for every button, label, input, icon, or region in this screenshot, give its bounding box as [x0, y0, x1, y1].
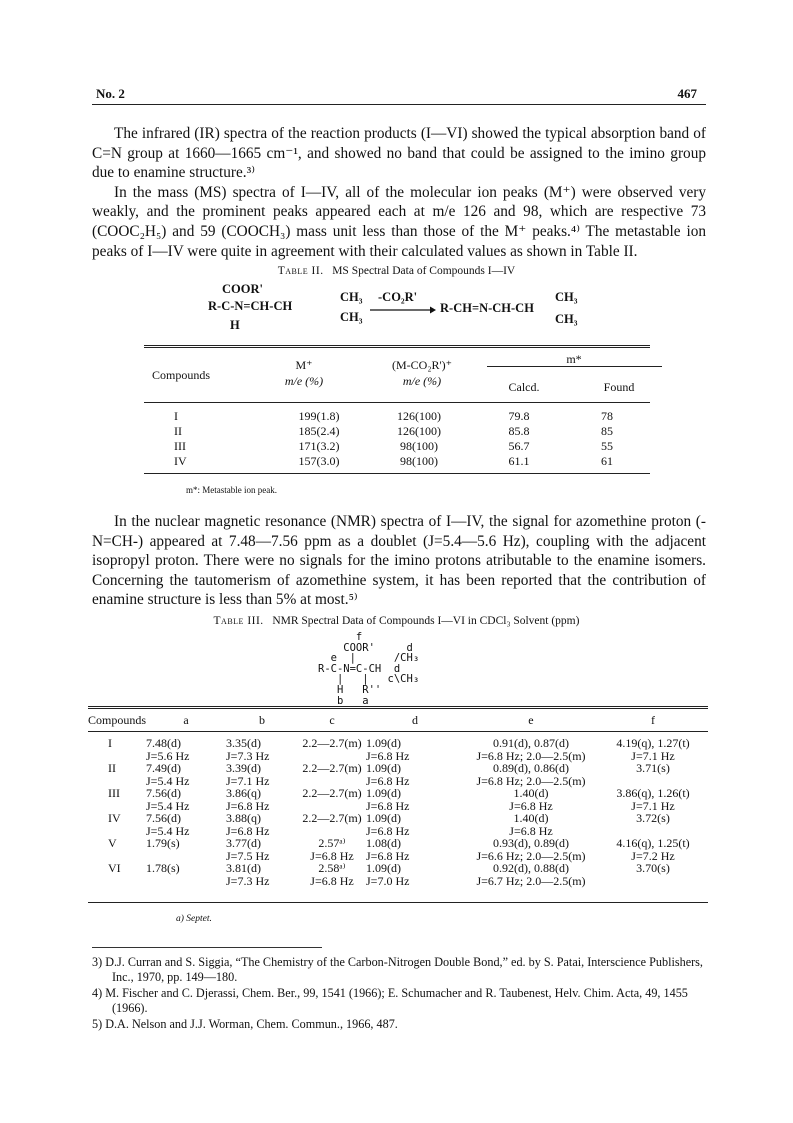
t3-compound-cell: [88, 750, 146, 763]
t3-cell-e: 0.91(d), 0.87(d): [493, 736, 569, 750]
t3-compound-cell: II: [108, 761, 116, 775]
journal-number: No. 2: [96, 86, 125, 101]
t3-cell-e: 0.89(d), 0.86(d): [493, 761, 569, 775]
table2-header: [144, 354, 650, 396]
reaction-arrow-icon: [370, 305, 436, 315]
table-row: [88, 812, 708, 825]
table3-top-rule: [88, 706, 708, 709]
t3-cell-f: 3.71(s): [636, 761, 670, 775]
t3-header-cell: e: [528, 713, 534, 727]
footnote-4: 4) M. Fischer and C. Djerassi, Chem. Ber., 99, 1541 (1966); E. Schumacher and R. Taubenest, Helv. Chim. Acta, 49, 1455 (1966).: [92, 986, 688, 1015]
t3-cell-a: [146, 875, 226, 888]
t3-cell-b: J=7.3 Hz: [226, 873, 270, 888]
scheme-left-formula: R-C-N=CH-CH: [208, 299, 293, 313]
scheme-ch3-top-left: CH₃: [340, 290, 363, 304]
table2-bottom-rule: [144, 473, 650, 474]
table2-header-mplus: M⁺: [295, 358, 313, 372]
table-row: [88, 837, 708, 850]
footnote-rule: [92, 947, 322, 948]
t3-cell-e: 1.40(d): [513, 786, 549, 800]
t3-header-cell: c: [329, 713, 335, 727]
t3-header-cell: d: [411, 713, 418, 727]
t3-cell-f: 4.19(q), 1.27(t): [616, 736, 690, 750]
table-row: [88, 762, 708, 775]
t3-cell-b: J=6.8 Hz: [226, 823, 270, 838]
t3-compound-cell: I: [108, 736, 112, 750]
table3-title: NMR Spectral Data of Compounds I—VI in CDCl₃ Solvent (ppm): [272, 615, 580, 627]
t3-header-cell: b: [258, 713, 265, 727]
t2-cell: 56.7: [508, 439, 530, 453]
table-row: [144, 439, 650, 454]
structure-line: b a: [318, 694, 369, 707]
table2-mid-rule: [144, 402, 650, 403]
t3-cell-f: 3.70(s): [636, 861, 670, 875]
table-row: [144, 424, 650, 439]
t3-cell-b: 3.88(q): [226, 811, 261, 825]
structure-line: | | c\CH₃: [318, 673, 420, 686]
t3-cell-e: J=6.7 Hz; 2.0—2.5(m): [476, 873, 586, 888]
t3-cell-e: J=6.8 Hz; 2.0—2.5(m): [476, 773, 586, 788]
scheme-ch3-top-right: CH₃: [555, 290, 578, 304]
t3-cell-d: J=6.8 Hz: [366, 798, 410, 813]
t3-cell-d: J=7.0 Hz: [366, 873, 410, 888]
t3-cell-a: 1.79(s): [146, 836, 180, 850]
structure-line: COOR' d: [318, 641, 413, 654]
t3-compound-cell: [88, 825, 146, 838]
t3-cell-b: 3.81(d): [226, 861, 261, 875]
t2-cell: 157(3.0): [298, 454, 340, 468]
table2-footnote: m*: Metastable ion peak.: [186, 485, 277, 495]
t3-cell-e: 1.40(d): [513, 811, 549, 825]
t3-cell-e: 0.92(d), 0.88(d): [493, 861, 569, 875]
table3-mid-rule: [88, 731, 708, 732]
table2-label: Table II.: [277, 265, 324, 277]
t2-cell: 85.8: [508, 424, 530, 438]
table-row: [144, 409, 650, 424]
t3-header-cell: f: [650, 713, 655, 727]
table3-bottom-rule: [88, 902, 708, 903]
t3-cell-d: 1.09(d): [366, 736, 401, 750]
footnote-3: 3) D.J. Curran and S. Siggia, “The Chemistry of the Carbon-Nitrogen Double Bond,” ed. by S. Patai, Interscience Publishers, Inc., 1970, pp. 149—180.: [92, 955, 703, 984]
t3-cell-d: J=6.8 Hz: [366, 748, 410, 763]
t3-cell-c: J=6.8 Hz: [310, 848, 354, 863]
table3-structure: [318, 632, 419, 706]
t3-header-cell: Compounds: [88, 713, 147, 727]
t2-cell: 85: [601, 424, 613, 438]
scheme-ch3-bottom-right: CH₃: [555, 312, 578, 326]
t3-cell-e: J=6.6 Hz; 2.0—2.5(m): [476, 848, 586, 863]
table-row: [88, 737, 708, 750]
t3-cell-b: J=6.8 Hz: [226, 798, 270, 813]
t2-cell: 199(1.8): [298, 409, 340, 423]
footnote-5: 5) D.A. Nelson and J.J. Worman, Chem. Commun., 1966, 487.: [92, 1017, 398, 1031]
table-row: [88, 787, 708, 800]
t2-cell: 61: [601, 454, 613, 468]
footnotes: [92, 955, 706, 1033]
t3-compound-cell: VI: [108, 861, 121, 875]
table3-body: [88, 737, 708, 887]
t3-cell-a: 7.56(d): [146, 786, 181, 800]
structure-line: H R'': [318, 683, 382, 696]
t3-cell-c: 2.2—2.7(m): [302, 736, 362, 750]
t3-cell-c: 2.58ᵃ⁾: [318, 861, 346, 875]
t3-cell-f: 3.86(q), 1.26(t): [616, 786, 690, 800]
t3-cell-a: 1.78(s): [146, 861, 180, 875]
table3-caption: [0, 615, 793, 627]
table2-header-mstar: m*: [566, 352, 582, 366]
t3-cell-d: 1.09(d): [366, 861, 401, 875]
t3-cell-a: J=5.4 Hz: [146, 798, 190, 813]
table3-footnote: a) Septet.: [176, 914, 212, 924]
t3-cell-c: 2.2—2.7(m): [302, 811, 362, 825]
body-text-nmr: [92, 512, 706, 610]
body-text-top: [92, 124, 706, 261]
t3-cell-f: J=7.1 Hz: [631, 748, 675, 763]
t3-cell-b: J=7.1 Hz: [226, 773, 270, 788]
page-number: 467: [677, 86, 697, 101]
scheme-ch3-bottom-left: CH₃: [340, 310, 363, 324]
table2-header-mminus: (M-CO₂R')⁺: [391, 358, 452, 372]
t3-compound-cell: V: [108, 836, 117, 850]
table3-header: [88, 714, 708, 727]
paragraph-ir: The infrared (IR) spectra of the reaction products (I—VI) showed the typical absorption band of C=N group at 1660—1665 cm⁻¹, and showed no band that could be assigned to the imino group due to enamine structure.³⁾: [92, 125, 706, 182]
t3-cell-f: 4.16(q), 1.25(t): [616, 836, 690, 850]
t3-compound-cell: IV: [108, 811, 121, 825]
t3-cell-a: 7.48(d): [146, 736, 181, 750]
t2-cell: 55: [601, 439, 613, 453]
scheme-arrow-label: -CO₂R': [378, 290, 418, 304]
t2-cell: 78: [601, 409, 613, 423]
t3-cell-e: J=6.8 Hz: [509, 798, 553, 813]
t3-cell-a: J=5.4 Hz: [146, 773, 190, 788]
t3-cell-c: 2.2—2.7(m): [302, 786, 362, 800]
t3-cell-b: J=7.3 Hz: [226, 748, 270, 763]
t3-cell-f: 3.72(s): [636, 811, 670, 825]
t3-cell-c: 2.2—2.7(m): [302, 761, 362, 775]
table2-header-calcd: Calcd.: [508, 380, 540, 394]
t3-cell-b: 3.35(d): [226, 736, 261, 750]
t3-cell-b: 3.39(d): [226, 761, 261, 775]
t2-cell: II: [174, 424, 182, 438]
table2-mstar-brace: [487, 366, 662, 367]
structure-line: f: [318, 631, 363, 643]
t3-cell-e: J=6.8 Hz: [509, 823, 553, 838]
table3-header-row: [88, 714, 708, 727]
t2-cell: 126(100): [397, 424, 441, 438]
t2-cell: III: [174, 439, 186, 453]
table2-header-mminus-unit: m/e (%): [402, 374, 442, 388]
t3-cell-a: 7.56(d): [146, 811, 181, 825]
t3-cell-d: 1.09(d): [366, 761, 401, 775]
t3-cell-c: J=6.8 Hz: [310, 873, 354, 888]
paragraph-ms: In the mass (MS) spectra of I—IV, all of the molecular ion peaks (M⁺) were observed very weakly, and the prominent peaks appeared each at m/e 126 and 98, which are respective 73 (COOC₂H₅) and 59 (COOCH₃) mass unit less than those of the M⁺ peaks.⁴⁾ The metastable ion peaks of I—IV were quite in agreement with their calculated values as shown in Table II.: [92, 183, 706, 260]
table2-top-rule: [144, 345, 650, 348]
t3-cell-d: J=6.8 Hz: [366, 848, 410, 863]
header-rule: [92, 104, 706, 105]
t3-compound-cell: [88, 875, 146, 888]
t3-cell-b: 3.86(q): [226, 786, 261, 800]
table2-title: MS Spectral Data of Compounds I—IV: [332, 265, 516, 277]
t3-cell-f: J=7.2 Hz: [631, 848, 675, 863]
table-row: [88, 875, 708, 888]
t2-cell: 79.8: [508, 409, 530, 423]
t2-cell: I: [174, 409, 178, 423]
t2-cell: 185(2.4): [298, 424, 340, 438]
table3-label: Table III.: [213, 615, 264, 627]
t3-cell-a: J=5.6 Hz: [146, 748, 190, 763]
t3-header-cell: a: [183, 713, 189, 727]
t3-cell-d: J=6.8 Hz: [366, 773, 410, 788]
t3-cell-a: J=5.4 Hz: [146, 823, 190, 838]
t3-cell-a: 7.49(d): [146, 761, 181, 775]
scheme-right-formula: R-CH=N-CH-CH: [440, 301, 534, 315]
t2-cell: 126(100): [397, 409, 441, 423]
t3-cell-e: J=6.8 Hz; 2.0—2.5(m): [476, 748, 586, 763]
t2-cell: IV: [174, 454, 187, 468]
t2-cell: 98(100): [400, 454, 438, 468]
paragraph-nmr: In the nuclear magnetic resonance (NMR) spectra of I—IV, the signal for azomethine proton (-N=CH-) appeared at 7.48—7.56 ppm as a doublet (J=5.4—5.6 Hz), coupling with the adjacent isopropyl proton. There were no signals for the imino protons atributable to the enamine isomers. Concerning the tautomerism of azomethine system, it has been reported that the contribution of enamine structure is less than 5% at most.⁵⁾: [92, 513, 706, 609]
table2-header-found: Found: [603, 380, 635, 394]
table-row: [144, 454, 650, 469]
table-row: [88, 862, 708, 875]
t3-cell-f: [598, 875, 708, 888]
structure-line: e | /CH₃: [318, 652, 420, 665]
t3-cell-d: 1.08(d): [366, 836, 401, 850]
table2-header-compounds: Compounds: [152, 368, 211, 382]
t3-cell-c: 2.57ᵃ⁾: [318, 836, 346, 850]
t3-cell-b: 3.77(d): [226, 836, 261, 850]
t3-cell-d: 1.09(d): [366, 811, 401, 825]
t3-cell-d: J=6.8 Hz: [366, 823, 410, 838]
table2-header-mplus-unit: m/e (%): [284, 374, 324, 388]
t2-cell: 98(100): [400, 439, 438, 453]
table2-body: [144, 409, 650, 469]
table2-caption: [0, 265, 793, 277]
scheme-coor: COOR': [222, 282, 263, 296]
t3-cell-d: 1.09(d): [366, 786, 401, 800]
t3-cell-e: 0.93(d), 0.89(d): [493, 836, 569, 850]
structure-line: R-C-N=C-CH d: [318, 662, 401, 675]
t2-cell: 171(3.2): [298, 439, 340, 453]
t2-cell: 61.1: [508, 454, 530, 468]
t3-cell-b: J=7.5 Hz: [226, 848, 270, 863]
t3-cell-f: J=7.1 Hz: [631, 798, 675, 813]
scheme-h: H: [230, 318, 240, 332]
t3-compound-cell: III: [108, 786, 120, 800]
